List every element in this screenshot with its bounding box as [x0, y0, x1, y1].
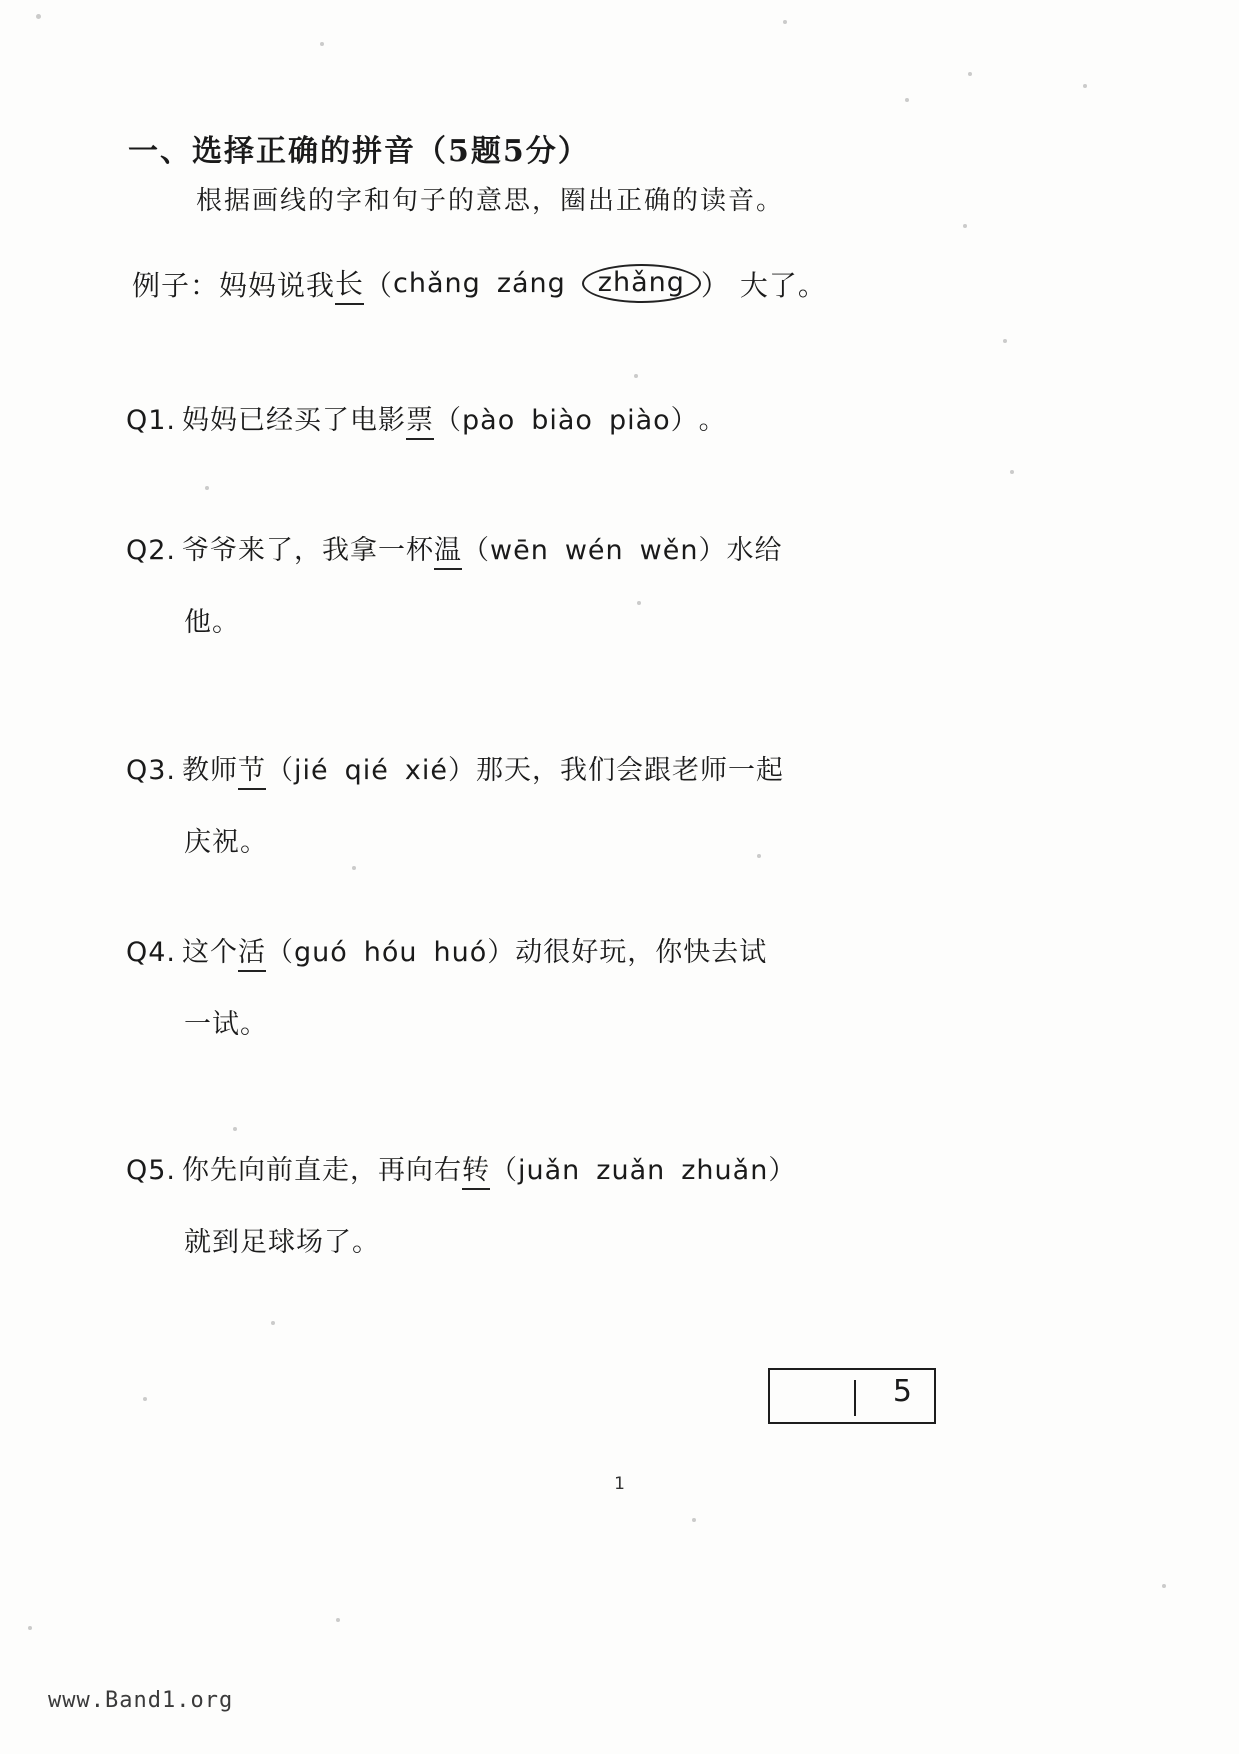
question-open-paren: （	[266, 937, 295, 968]
example-open-paren: （	[364, 268, 394, 302]
question-text-before: 这个	[182, 937, 239, 968]
pinyin-option: juǎn	[518, 1155, 581, 1186]
question-underlined-char: 活	[238, 930, 266, 972]
question-close-paren: ）	[448, 755, 476, 786]
pinyin-option: hóu	[363, 937, 418, 968]
question-number: Q2.	[126, 535, 177, 566]
scan-speck	[233, 1127, 237, 1131]
scan-speck	[320, 42, 324, 46]
question-text-line2: 他。	[184, 607, 240, 638]
example-option-1: chǎng	[393, 268, 481, 299]
question-open-paren: （	[434, 405, 463, 436]
question-close-paren: ）	[487, 937, 516, 968]
scan-speck	[692, 1518, 696, 1522]
question-text-after: 那天，我们会跟老师一起	[476, 755, 784, 786]
question-text-line2: 庆祝。	[184, 827, 268, 858]
score-box	[768, 1368, 936, 1424]
score-box-divider	[854, 1380, 856, 1416]
scan-speck	[1083, 84, 1087, 88]
section-instruction: 根据画线的字和句子的意思，圈出正确的读音。	[196, 186, 785, 216]
question-underlined-char: 转	[462, 1148, 490, 1190]
scan-speck	[963, 224, 967, 228]
scan-speck	[905, 98, 909, 102]
question-number: Q5.	[126, 1155, 177, 1186]
scan-speck	[968, 72, 972, 76]
scan-speck	[36, 14, 41, 19]
pinyin-option: guó	[294, 937, 348, 968]
scan-speck	[1003, 339, 1007, 343]
scan-speck	[205, 486, 209, 490]
pinyin-option: huó	[433, 937, 488, 968]
pinyin-option: wēn	[490, 535, 549, 566]
pinyin-option: zhuǎn	[681, 1155, 769, 1186]
pinyin-option: biào	[531, 405, 593, 436]
pinyin-option: qié	[344, 755, 389, 786]
question-underlined-char: 票	[406, 398, 434, 440]
question-number: Q1.	[126, 405, 177, 436]
question-underlined-char: 温	[434, 528, 462, 570]
question-text-after: 动很好玩，你快去试	[515, 937, 768, 968]
question-item	[126, 748, 1126, 859]
question-close-paren: ）	[698, 535, 727, 566]
question-underlined-char: 节	[238, 748, 266, 790]
question-number: Q4.	[126, 937, 177, 968]
question-item	[126, 930, 1126, 1041]
pinyin-option: zuǎn	[596, 1155, 666, 1186]
example-option-3-circled: zhǎng	[582, 264, 701, 303]
question-text-before: 爷爷来了，我拿一杯	[182, 535, 435, 566]
scan-speck	[352, 866, 356, 870]
example-label: 例子：妈妈说我	[132, 268, 336, 302]
example-close-paren: ）	[700, 268, 730, 302]
question-text-before: 妈妈已经买了电影	[182, 405, 407, 436]
question-text-after: 。	[698, 405, 727, 436]
question-item	[126, 1148, 1126, 1259]
pinyin-option: wěn	[639, 535, 699, 566]
example-item	[132, 262, 827, 305]
scan-speck	[143, 1397, 147, 1401]
question-open-paren: （	[490, 1155, 519, 1186]
scan-speck	[336, 1618, 340, 1622]
example-option-2: záng	[496, 268, 566, 299]
pinyin-option: pào	[462, 405, 516, 436]
scan-speck	[783, 20, 787, 24]
scan-speck	[271, 1321, 275, 1325]
scan-speck	[1162, 1584, 1166, 1588]
question-item	[126, 398, 1126, 440]
question-close-paren: ）	[768, 1155, 797, 1186]
question-open-paren: （	[462, 535, 491, 566]
pinyin-option: wén	[564, 535, 624, 566]
question-text-after: 水给	[726, 535, 783, 566]
example-underlined-char: 长	[335, 262, 364, 305]
question-text-before: 教师	[182, 755, 239, 786]
pinyin-option: xié	[404, 755, 448, 786]
pinyin-option: piào	[608, 405, 671, 436]
page-number: 1	[614, 1474, 625, 1494]
question-text-line2: 就到足球场了。	[184, 1227, 380, 1258]
section-title: 一、选择正确的拼音（5题5分）	[128, 134, 590, 169]
question-number: Q3.	[126, 755, 177, 786]
scan-speck	[1010, 470, 1014, 474]
scan-speck	[28, 1626, 32, 1630]
question-open-paren: （	[266, 755, 295, 786]
question-close-paren: ）	[670, 405, 699, 436]
question-text-line2: 一试。	[184, 1009, 268, 1040]
score-box-value: 5	[892, 1374, 912, 1409]
watermark: www.Band1.org	[48, 1688, 234, 1713]
example-tail: 大了。	[739, 268, 827, 302]
question-item	[126, 528, 1126, 639]
question-text-before: 你先向前直走，再向右	[182, 1155, 463, 1186]
pinyin-option: jié	[294, 755, 329, 786]
scan-speck	[634, 374, 638, 378]
